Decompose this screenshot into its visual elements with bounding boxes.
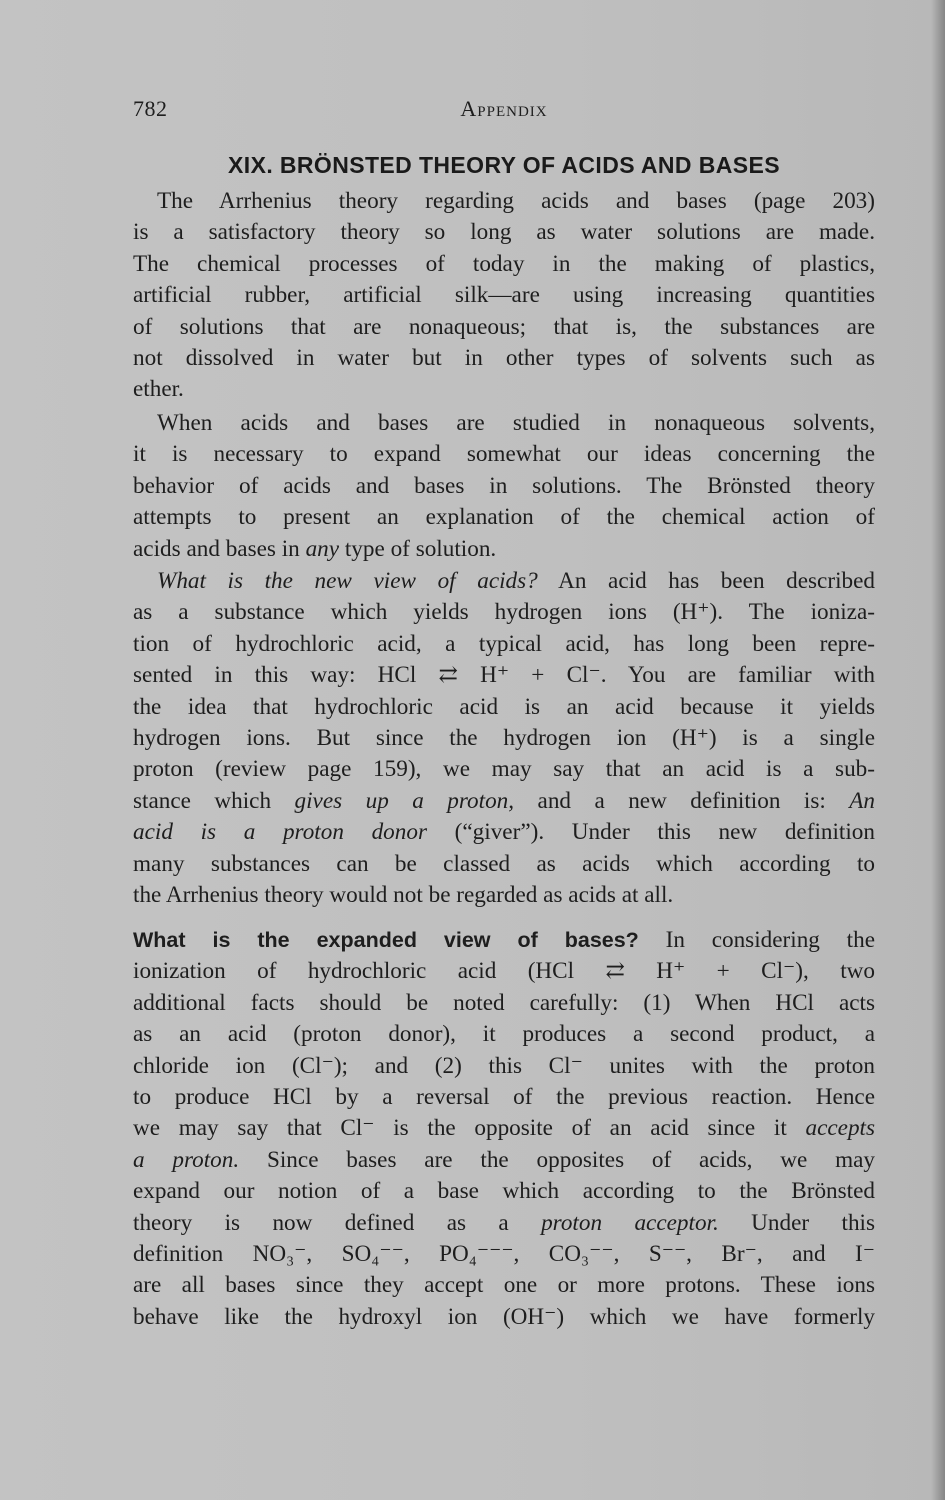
section-title: XIX. BRÖNSTED THEORY OF ACIDS AND BASES (228, 152, 780, 178)
text-line: proton (review page 159), we may say that an acid is a sub- (133, 756, 875, 783)
text-line: additional facts should be noted carefully: (1) When HCl acts (133, 989, 875, 1016)
text-line: chloride ion (Cl⁻); and (2) this Cl⁻ unites with the proton (133, 1052, 875, 1079)
text-line (133, 925, 875, 956)
page-edge-shadow (931, 0, 945, 1500)
text-line: ionization of hydrochloric acid (HCl ⇄ H⁺ + Cl⁻), two (133, 958, 875, 985)
text-run: Since bases are the opposites of acids, we may (239, 1146, 876, 1173)
text-run: acids and bases in (133, 535, 306, 562)
italic-text: gives up a proton, (294, 787, 515, 814)
text-line (133, 1113, 875, 1144)
italic-text: accepts (805, 1115, 875, 1142)
text-line: as a substance which yields hydrogen ions (H⁺). The ioniza- (133, 599, 875, 626)
text-line: attempts to present an explanation of the chemical action of (133, 504, 875, 531)
text-line (133, 1145, 875, 1176)
italic-question-heading: What is the new view of acids? (157, 568, 538, 594)
text-line: of solutions that are nonaqueous; that is, the substances are (133, 313, 875, 340)
text-run: type of solution. (339, 535, 497, 562)
text-line: behavior of acids and bases in solutions. The Brönsted theory (133, 472, 875, 499)
paragraph-arrhenius-theory (133, 186, 875, 406)
text-line: the idea that hydrochloric acid is an acid because it yields (133, 693, 875, 720)
text-run: theory is now defined as a (133, 1209, 542, 1236)
text-line: not dissolved in water but in other types of solvents such as (133, 345, 875, 372)
italic-text: proton acceptor. (541, 1209, 719, 1236)
text-run: and a new definition is: (514, 787, 850, 814)
text-line: ether. (133, 376, 184, 403)
text-line (133, 534, 875, 565)
paragraph-expanded-view-of-bases (133, 925, 875, 1333)
text-line: sented in this way: HCl ⇄ H⁺ + Cl⁻. You are familiar with (133, 662, 875, 689)
text-line: is a satisfactory theory so long as water solutions are made. (133, 219, 875, 246)
italic-text: any (305, 535, 340, 562)
paragraph-new-view-of-acids (133, 566, 875, 911)
text-line: to produce HCl by a reversal of the previous reaction. Hence (133, 1084, 875, 1111)
text-line: tion of hydrochloric acid, a typical acid, has long been repre- (133, 630, 875, 657)
text-line: behave like the hydroxyl ion (OH⁻) which we have formerly (133, 1303, 875, 1330)
text-line (133, 1208, 875, 1239)
text-line: it is necessary to expand somewhat our ideas concerning the (133, 441, 875, 468)
text-line (133, 817, 875, 848)
page-header (133, 96, 875, 128)
text-line: definition NO₃⁻, SO₄⁻⁻, PO₄⁻⁻⁻, CO₃⁻⁻, S⁻⁻, Br⁻, and I⁻ (133, 1241, 875, 1268)
text-line: artificial rubber, artificial silk—are using increasing quantities (133, 282, 875, 309)
text-run: Under this (718, 1209, 876, 1236)
text-line: as an acid (proton donor), it produces a second product, a (133, 1021, 875, 1048)
page-number: 782 (133, 96, 168, 121)
italic-text: a proton. (133, 1146, 240, 1173)
text-run: stance which (133, 787, 295, 814)
running-head: Appendix (460, 96, 548, 121)
text-line: many substances can be classed as acids which according to (133, 850, 875, 877)
text-run: In considering the (638, 927, 875, 953)
text-line (133, 566, 875, 597)
text-line: expand our notion of a base which according to the Brönsted (133, 1178, 875, 1205)
text-line: The chemical processes of today in the making of plastics, (133, 250, 875, 277)
text-run: we may say that Cl⁻ is the opposite of an acid since it (133, 1115, 806, 1142)
italic-text: acid is a proton donor (133, 819, 427, 846)
bold-question-heading: What is the expanded view of bases? (133, 928, 639, 952)
text-line: the Arrhenius theory would not be regarded as acids at all. (133, 882, 674, 909)
text-line: The Arrhenius theory regarding acids and bases (page 203) (157, 188, 875, 214)
text-line (133, 786, 875, 817)
text-run: (“giver”). Under this new definition (427, 819, 875, 846)
text-run: An acid has been described (537, 568, 875, 594)
text-line: are all bases since they accept one or more protons. These ions (133, 1272, 875, 1299)
text-line: hydrogen ions. But since the hydrogen ion (H⁺) is a single (133, 725, 875, 752)
italic-text: An (849, 787, 876, 814)
text-line: When acids and bases are studied in nonaqueous solvents, (157, 410, 875, 436)
paragraph-nonaqueous-solvents (133, 408, 875, 565)
